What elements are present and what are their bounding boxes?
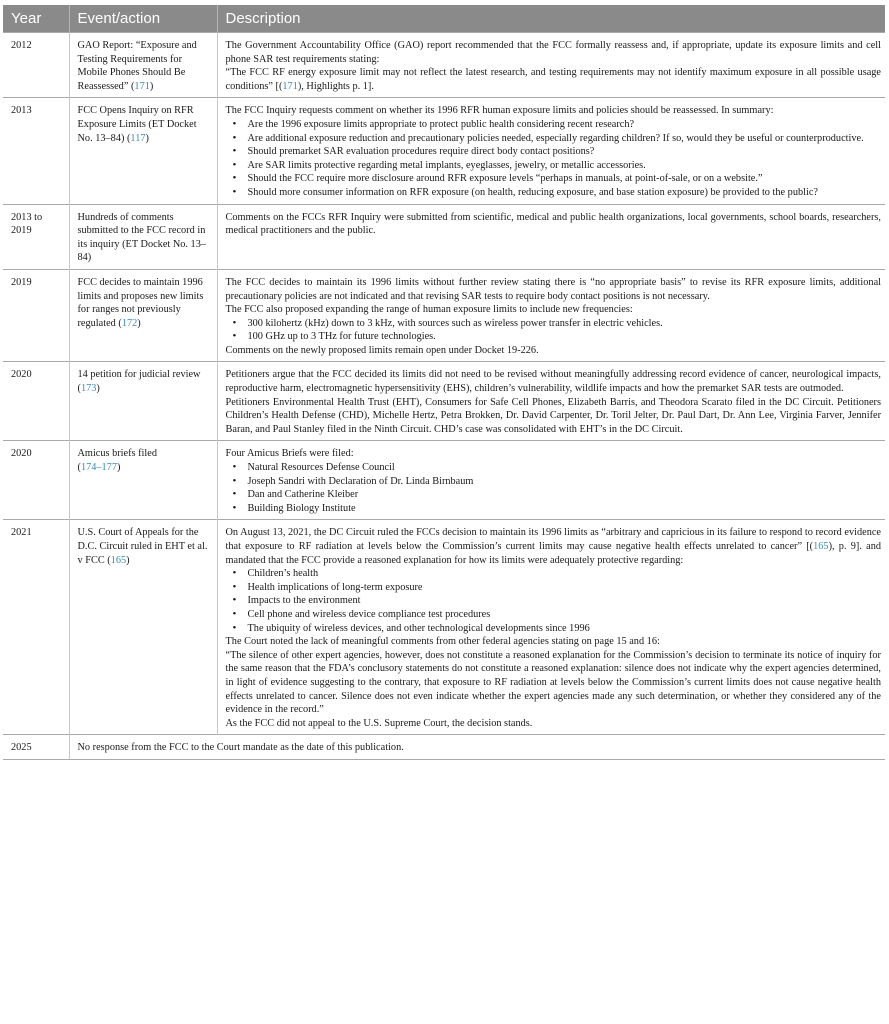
- year-cell: 2019: [3, 269, 69, 362]
- description-cell: The FCC decides to maintain its 1996 limits without further review stating there is “no appropriate basis” to revise its RFR exposure limits, additional precautionary policies are not indicated and that revising SAR tests to require body contact positions is not necessary. The FCC also proposed expanding the range of human exposure limits to include new frequencies: • 300 kilohertz (kHz) down to 3 kHz, with sources such as wireless power transfer in electric vehicles. • 100 GHz up to 3 THz for future technologies. Comments on the newly proposed limits remain open under Docket 19-226.: [217, 269, 885, 362]
- citation-link[interactable]: 171: [282, 80, 298, 92]
- timeline-table-container: [3, 5, 885, 760]
- table-row: [3, 98, 885, 204]
- citation-link[interactable]: 165: [110, 554, 127, 566]
- citation-link[interactable]: 174–177: [80, 462, 117, 474]
- list-item: • The ubiquity of wireless devices, and other technological developments since 1996: [248, 622, 882, 636]
- list-item: • Health implications of long-term exposure: [248, 581, 882, 595]
- table-row: [3, 33, 885, 98]
- list-item: • 300 kilohertz (kHz) down to 3 kHz, with sources such as wireless power transfer in electric vehicles.: [248, 317, 882, 331]
- bullet-list: [226, 461, 882, 515]
- list-item: • Children’s health: [248, 567, 882, 581]
- year-cell: 2020: [3, 441, 69, 520]
- description-cell: Comments on the FCCs RFR Inquiry were submitted from scientific, medical and public health organizations, local governments, school boards, researchers, medical practitioners and the public.: [217, 204, 885, 269]
- year-cell: 2021: [3, 520, 69, 735]
- bullet-list: [226, 317, 882, 344]
- bullet-list: [226, 118, 882, 200]
- citation-link[interactable]: 117: [130, 132, 146, 144]
- list-item: • Should the FCC require more disclosure around RFR exposure levels “perhaps in manuals, at point-of-sale, or on a website.”: [248, 172, 882, 186]
- list-item: • Joseph Sandri with Declaration of Dr. Linda Birnbaum: [248, 475, 882, 489]
- citation-link[interactable]: 172: [121, 317, 138, 329]
- table-row: [3, 735, 885, 760]
- description-cell: No response from the FCC to the Court mandate as the date of this publication.: [69, 735, 885, 760]
- event-cell: Hundreds of comments submitted to the FCC record in its inquiry (ET Docket No. 13–84): [69, 204, 217, 269]
- header-description: Description: [217, 5, 885, 33]
- table-row: [3, 204, 885, 269]
- description-cell: Petitioners argue that the FCC decided its limits did not need to be revised without meaningfully addressing record evidence of cancer, neurological impacts, reproductive harm, electromagnetic hypersensitivity (EHS), children’s vulnerability, wildlife impacts and how the premarket SAR tests are outmoded. Petitioners Environmental Health Trust (EHT), Consumers for Safe Cell Phones, Elizabeth Barris, and Theodora Scarato filed in the DC Circuit. Petitioners Children’s Health Defense (CHD), Michelle Hertz, Petra Brokken, Dr. David Carpenter, Dr. Toril Jelter, Dr. Paul Dart, Dr. Ann Lee, Virginia Farver, Jennifer Baran, and Paul Stanley filed in the Ninth Circuit. CHD’s case was consolidated with EHT’s in the DC Circuit.: [217, 362, 885, 441]
- list-item: • Building Biology Institute: [248, 502, 882, 516]
- citation-link[interactable]: 165: [813, 541, 829, 552]
- year-cell: 2025: [3, 735, 69, 760]
- year-cell: 2020: [3, 362, 69, 441]
- list-item: • Dan and Catherine Kleiber: [248, 488, 882, 502]
- description-cell: On August 13, 2021, the DC Circuit ruled the FCCs decision to maintain its 1996 limits as “arbitrary and capricious in its failure to respond to record evidence that exposure to RF radiation at levels below the Commission’s current limits may cause negative health effects unrelated to cancer” [(165), p. 9]. and mandated that the FCC provide a reasoned explanation for how its limits were adequately protective regarding: • Children’s health • Health implications of long-term exposure • Impacts to the environment • Cell phone and wireless device compliance test procedures • The ubiquity of wireless devices, and other technological developments since 1996 The Court noted the lack of meaningful comments from other federal agencies stating on page 15 and 16: “The silence of other expert agencies, however, does not constitute a reasoned explanation for the Commission’s decision to terminate its notice of inquiry for the same reason that the FDA’s conclusory statements do not constitute a reasoned explanation: silence does not indicate why the expert agencies determined, in light of evidence suggesting to the contrary, that exposure to RF radiation at levels below the Commission’s current limits does not cause negative health effects unrelated to cancer. Silence does not even indicate whether the expert agencies made any such determination, or whether they considered any of the evidence in the record.” As the FCC did not appeal to the U.S. Supreme Court, the decision stands.: [217, 520, 885, 735]
- event-cell: FCC Opens Inquiry on RFR Exposure Limits (ET Docket No. 13–84) (117): [69, 98, 217, 204]
- table-row: [3, 269, 885, 362]
- event-cell: Amicus briefs filed (174–177): [69, 441, 217, 520]
- description-cell: Four Amicus Briefs were filed: • Natural Resources Defense Council • Joseph Sandri with Declaration of Dr. Linda Birnbaum • Dan and Catherine Kleiber • Building Biology Institute: [217, 441, 885, 520]
- list-item: • Are SAR limits protective regarding metal implants, eyeglasses, jewelry, or metallic accessories.: [248, 159, 882, 173]
- table-row: [3, 441, 885, 520]
- timeline-table: [3, 5, 885, 760]
- description-cell: The Government Accountability Office (GAO) report recommended that the FCC formally reassess and, if appropriate, update its exposure limits and cell phone SAR test requirements stating: “The FCC RF energy exposure limit may not reflect the latest research, and testing requirements may not identify maximum exposure in all possible usage conditions” [(171), Highlights p. 1].: [217, 33, 885, 98]
- year-cell: 2013 to 2019: [3, 204, 69, 269]
- event-cell: 14 petition for judicial review (173): [69, 362, 217, 441]
- event-cell: U.S. Court of Appeals for the D.C. Circuit ruled in EHT et al. v FCC (165): [69, 520, 217, 735]
- table-row: [3, 520, 885, 735]
- list-item: • 100 GHz up to 3 THz for future technologies.: [248, 330, 882, 344]
- year-cell: 2012: [3, 33, 69, 98]
- table-header-row: [3, 5, 885, 33]
- year-cell: 2013: [3, 98, 69, 204]
- header-event: Event/action: [69, 5, 217, 33]
- list-item: • Natural Resources Defense Council: [248, 461, 882, 475]
- list-item: • Are the 1996 exposure limits appropriate to protect public health considering recent research?: [248, 118, 882, 132]
- list-item: • Impacts to the environment: [248, 594, 882, 608]
- citation-link[interactable]: 171: [134, 80, 150, 92]
- header-year: Year: [3, 5, 69, 33]
- citation-link[interactable]: 173: [80, 383, 97, 395]
- event-cell: GAO Report: “Exposure and Testing Requirements for Mobile Phones Should Be Reassessed” (171): [69, 33, 217, 98]
- table-row: [3, 362, 885, 441]
- list-item: • Should more consumer information on RFR exposure (on health, reducing exposure, and base station exposure) be provided to the public?: [248, 186, 882, 200]
- bullet-list: [226, 567, 882, 635]
- list-item: • Are additional exposure reduction and precautionary policies needed, especially regarding children? If so, would they be useful or counterproductive.: [248, 132, 882, 146]
- event-cell: FCC decides to maintain 1996 limits and proposes new limits for ranges not previously regulated (172): [69, 269, 217, 362]
- list-item: • Should premarket SAR evaluation procedures require direct body contact positions?: [248, 145, 882, 159]
- list-item: • Cell phone and wireless device compliance test procedures: [248, 608, 882, 622]
- description-cell: The FCC Inquiry requests comment on whether its 1996 RFR human exposure limits and policies should be reassessed. In summary: • Are the 1996 exposure limits appropriate to protect public health considering recent research? • Are additional exposure reduction and precautionary policies needed, especially regarding children? If so, would they be useful or counterproductive. • Should premarket SAR evaluation procedures require direct body contact positions? • Are SAR limits protective regarding metal implants, eyeglasses, jewelry, or metallic accessories. • Should the FCC require more disclosure around RFR exposure levels “perhaps in manuals, at point-of-sale, or on a website.” • Should more consumer information on RFR exposure (on health, reducing exposure, and base station exposure) be provided to the public?: [217, 98, 885, 204]
